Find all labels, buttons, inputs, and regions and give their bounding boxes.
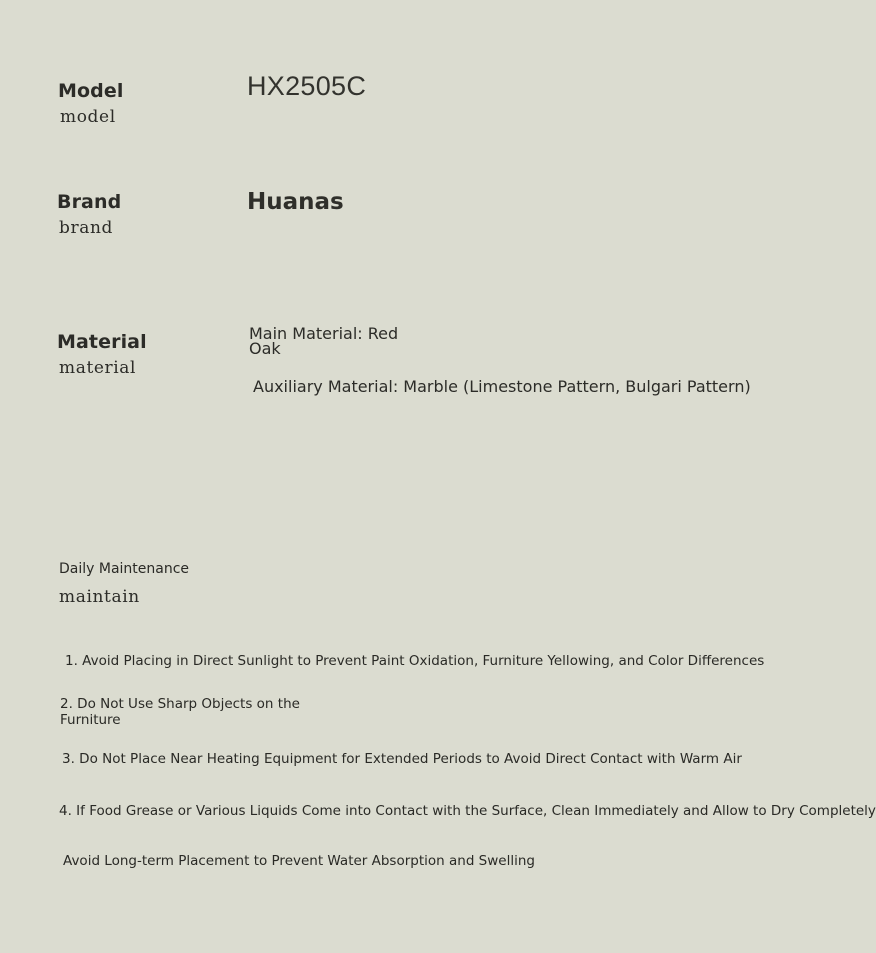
maintenance-title: Daily Maintenance [59,561,190,577]
brand-label: Brand [57,191,122,213]
maintenance-item-3: 3. Do Not Place Near Heating Equipment for Extended Periods to Avoid Direct Contact with Warm Air [62,751,742,767]
material-auxiliary: Auxiliary Material: Marble (Limestone Pattern, Bulgari Pattern) [253,377,751,396]
model-sublabel: model [60,107,116,127]
brand-value: Huanas [247,189,344,215]
model-value: HX2505C [247,71,367,101]
brand-sublabel: brand [59,218,113,238]
maintenance-sublabel: maintain [59,587,140,607]
maintenance-item-2: 2. Do Not Use Sharp Objects on the Furniture [60,696,300,728]
maintenance-item-5: Avoid Long-term Placement to Prevent Water Absorption and Swelling [63,853,535,869]
material-main: Main Material: Red Oak [249,324,399,358]
material-sublabel: material [59,358,137,378]
model-label: Model [58,80,124,102]
material-label: Material [57,331,147,353]
maintenance-item-1: 1. Avoid Placing in Direct Sunlight to Prevent Paint Oxidation, Furniture Yellowing, and Color Differences [65,653,765,669]
maintenance-item-4: 4. If Food Grease or Various Liquids Come into Contact with the Surface, Clean Immediately and Allow to Dry Completely [59,803,876,819]
